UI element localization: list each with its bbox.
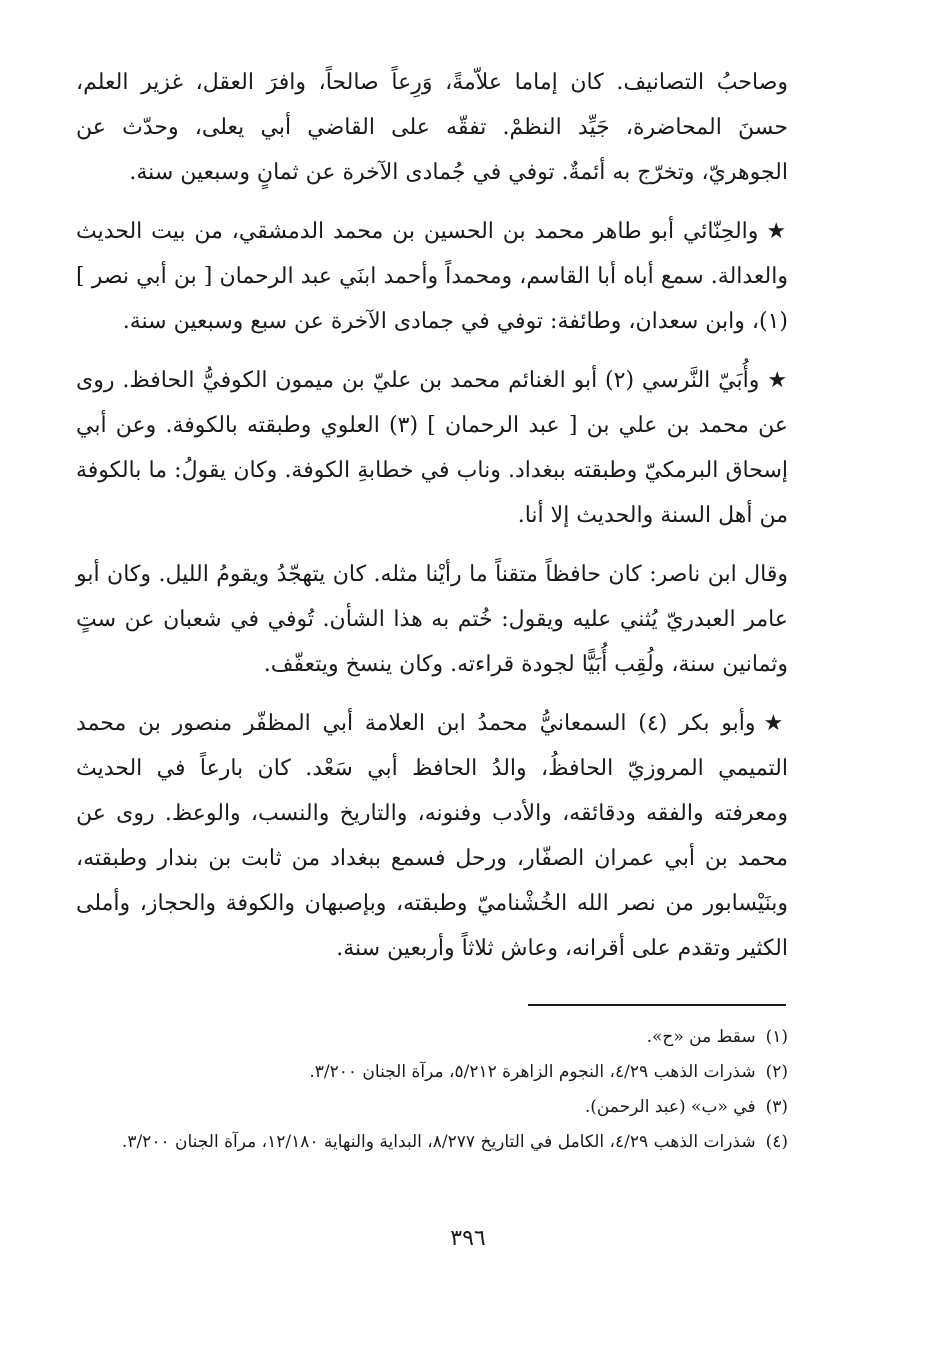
footnote-divider — [528, 1004, 786, 1006]
footnote-number: (٣) — [765, 1097, 788, 1117]
footnote-number: (٤) — [765, 1132, 788, 1152]
footnote-item — [96, 1125, 788, 1160]
paragraph-continuation — [76, 60, 788, 195]
footnote-text: في «ب» (عبد الرحمن). — [584, 1097, 756, 1117]
paragraph-entry — [76, 209, 788, 344]
paragraph-continuation — [76, 552, 788, 687]
footnote-number: (٢) — [765, 1062, 788, 1082]
main-text — [76, 60, 788, 985]
footnote-item — [96, 1020, 788, 1055]
paragraph-entry — [76, 701, 788, 971]
paragraph-text: وأُبَيّ النَّرسي (٢) أبو الغنائم محمد بن عليّ بن ميمون الكوفيُّ الحافظ. روى عن محمد بن علي بن [ عبد الرحمان ] (٣) العلوي وطبقته بالكوفة. وعن أبي إسحاق البرمكيّ وطبقته ببغداد. وناب في خطابةِ الكوفة. وكان يقولُ: ما بالكوفة من أهل السنة والحديث إلا أنا. — [76, 368, 788, 528]
footnote-item — [96, 1055, 788, 1090]
footnote-text: شذرات الذهب ٤/٢٩، النجوم الزاهرة ٥/٢١٢، مرآة الجنان ٣/٢٠٠. — [309, 1062, 756, 1082]
paragraph-entry — [76, 358, 788, 538]
paragraph-text: وصاحبُ التصانيف. كان إماما علاّمةً، وَرِعاً صالحاً، وافرَ العقل، غزير العلم، حسنَ المحاضرة، جَيِّد النظمْ. تفقّه على القاضي أبي يعلى، وحدّث عن الجوهريّ، وتخرّج به أئمةٌ. توفي في جُمادى الآخرة عن ثمانٍ وسبعين سنة. — [76, 70, 788, 185]
page-number: ٣٩٦ — [450, 1226, 486, 1251]
star-marker-icon: ★ — [766, 219, 788, 244]
star-marker-icon: ★ — [763, 711, 788, 736]
paragraph-text: وقال ابن ناصر: كان حافظاً متقناً ما رأيْنا مثله. كان يتهجّدُ ويقومُ الليل. وكان أبو عامر العبدريّ يُثني عليه ويقول: خُتم به هذا الشأن. تُوفي في شعبان عن ستٍ وثمانين سنة، ولُقِب أُبَيًّا لجودة قراءته. وكان ينسخ ويتعفّف. — [76, 562, 788, 677]
footnote-number: (١) — [765, 1027, 788, 1047]
footnote-item — [96, 1090, 788, 1125]
footnote-text: شذرات الذهب ٤/٢٩، الكامل في التاريخ ٨/٢٧٧، البداية والنهاية ١٢/١٨٠، مرآة الجنان ٣/٢٠٠. — [121, 1132, 756, 1152]
paragraph-text: والحِنّائي أبو طاهر محمد بن الحسين بن محمد الدمشقي، من بيت الحديث والعدالة. سمع أباه أبا القاسم، ومحمداً وأحمد ابنَي عبد الرحمان [ بن أبي نصر ] (١)، وابن سعدان، وطائفة: توفي في جمادى الآخرة عن سبع وسبعين سنة. — [76, 219, 788, 334]
star-marker-icon: ★ — [767, 368, 788, 393]
paragraph-text: وأبو بكر (٤) السمعانيُّ محمدُ ابن العلامة أبي المظفّر منصور بن محمد التميمي المروزيّ الحافظُ، والدُ الحافظ أبي سَعْد. كان بارعاً في الحديث ومعرفته والفقه ودقائقه، والأدب وفنونه، والتاريخ والنسب، والوعظ. روى عن محمد بن أبي عمران الصفّار، ورحل فسمع ببغداد من ثابت بن بندار وطبقته، وبنَيْسابور من نصر الله الخُشْناميّ وطبقته، وبإصبهان والكوفة والحجاز، وأملى الكثير وتقدم على أقرانه، وعاش ثلاثاً وأربعين سنة. — [76, 711, 788, 961]
footnotes — [96, 1020, 788, 1160]
footnote-text: سقط من «ح». — [646, 1027, 756, 1047]
